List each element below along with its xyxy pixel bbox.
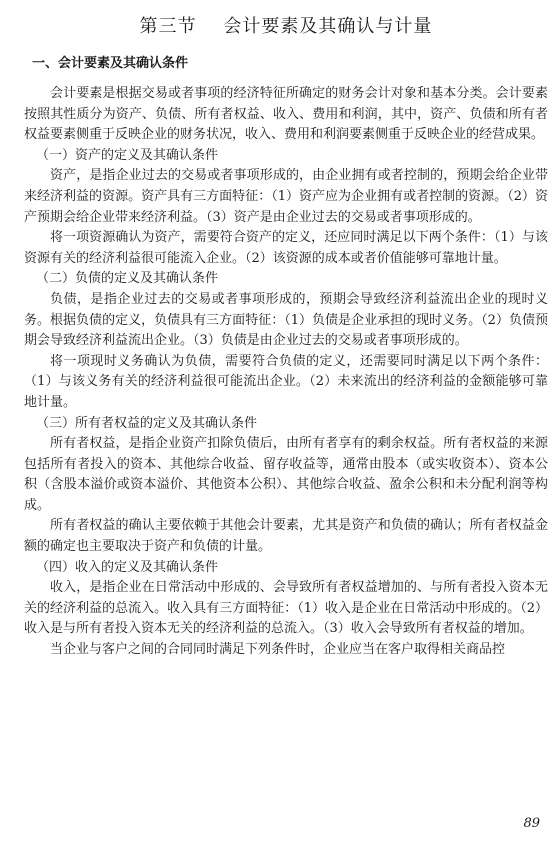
subheading-owners-equity: （三）所有者权益的定义及其确认条件 [36,415,258,431]
paragraph-intro: 会计要素是根据交易或者事项的经济特征所确定的财务会计对象和基本分类。会计要素按照其性质分为资产、负债、所有者权益、收入、费用和利润，其中，资产、负债和所有者权益要素侧重于反映企业的财务状况，收入、费用和利润要素侧重于反映企业的经营成果。 [24,86,548,143]
subheading-revenue: （四）收入的定义及其确认条件 [36,559,219,575]
paragraph-owners-equity-recognition: 所有者权益的确认主要依赖于其他会计要素，尤其是资产和负债的确认；所有者权益金额的确定也主要取决于资产和负债的计量。 [24,518,548,555]
paragraph-owners-equity-definition: 所有者权益，是指企业资产扣除负债后，由所有者享有的剩余权益。所有者权益的来源包括所有者投入的资本、其他综合收益、留存收益等，通常由股本（或实收资本）、资本公积（含股本溢价或资本溢价、其他资本公积）、其他综合收益、盈余公积和未分配利润等构成。 [24,436,548,513]
paragraph-liabilities-recognition: 将一项现时义务确认为负债，需要符合负债的定义，还需要同时满足以下两个条件：（1）与该义务有关的经济利益很可能流出企业。（2）未来流出的经济利益的金额能够可靠地计量。 [24,353,548,410]
paragraph-assets-definition: 资产，是指企业过去的交易或者事项形成的，由企业拥有或者控制的，预期会给企业带来经济利益的资源。资产具有三方面特征：（1）资产应为企业拥有或者控制的资源。（2）资产预期会给企业带来经济利益。（3）资产是由企业过去的交易或者事项形成的。 [24,168,548,225]
paragraph-assets-recognition: 将一项资源确认为资产，需要符合资产的定义，还应同时满足以下两个条件：（1）与该资源有关的经济利益很可能流入企业。（2）该资源的成本或者价值能够可靠地计量。 [24,230,548,266]
paragraph-revenue-contract: 当企业与客户之间的合同同时满足下列条件时，企业应当在客户取得相关商品控 [50,642,506,658]
subheading-assets: （一）资产的定义及其确认条件 [36,147,219,163]
subheading-liabilities: （二）负债的定义及其确认条件 [36,271,219,287]
page-number: 89 [523,816,540,831]
section-title: 第三节 会计要素及其确认与计量 [139,16,433,37]
heading-level-1: 一、会计要素及其确认条件 [32,56,189,71]
paragraph-liabilities-definition: 负债，是指企业过去的交易或者事项形成的，预期会导致经济利益流出企业的现时义务。根据负债的定义，负债具有三方面特征：（1）负债是企业承担的现时义务。（2）负债预期会导致经济利益流出企业。（3）负债是由企业过去的交易或者事项形成的。 [24,291,548,349]
paragraph-revenue-definition: 收入，是指企业在日常活动中形成的、会导致所有者权益增加的、与所有者投入资本无关的经济利益的总流入。收入具有三方面特征：（1）收入是企业在日常活动中形成的。（2）收入是与所有者投入资本无关的经济利益的总流入。（3）收入会导致所有者权益的增加。 [24,580,548,637]
